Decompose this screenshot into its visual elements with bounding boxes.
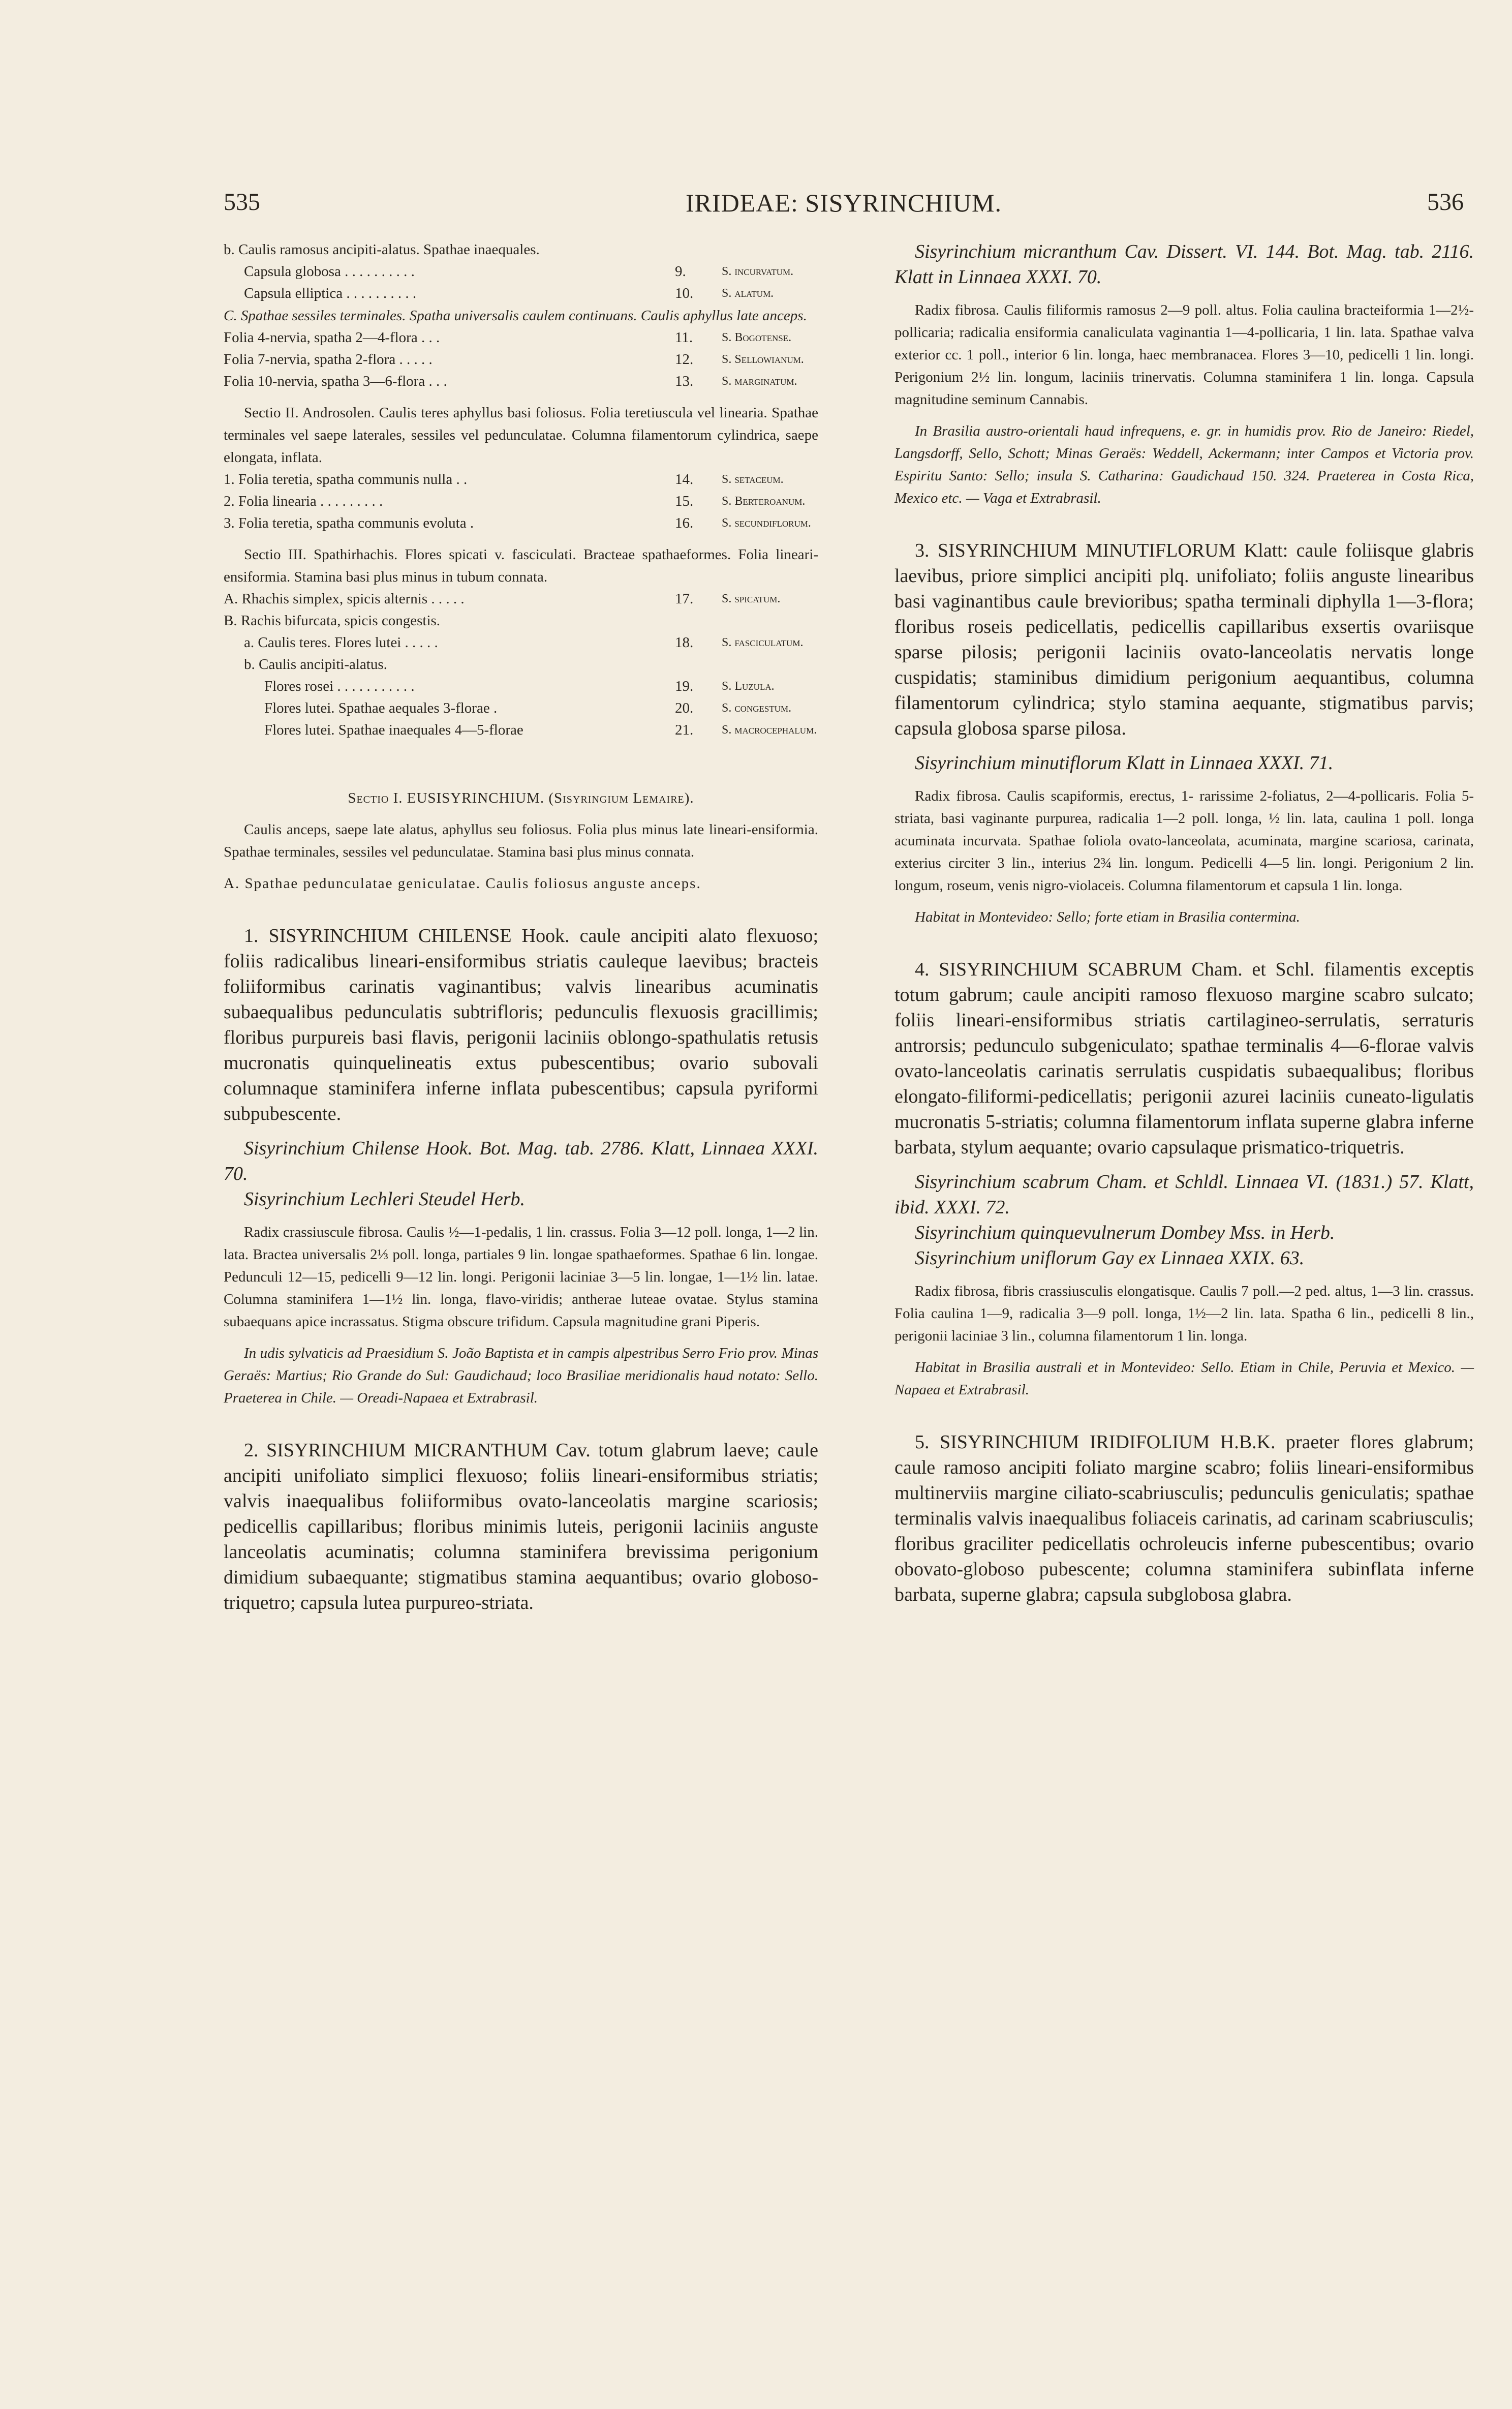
species-1-synonym: Sisyrinchium Chilense Hook. Bot. Mag. tab. 2786. Klatt, Linnaea XXXI. 70. [224, 1138, 818, 1184]
page-number-right: 536 [1427, 189, 1464, 216]
species-2-diagnosis: 2. SISYRINCHIUM MICRANTHUM Cav. totum glabrum laeve; caule ancipiti unifoliato simplici flexuoso; foliis lineari-ensiformibus striatis; valvis inaequalibus foliiformibus ovato-lanceolatis margine scariosis; pedicellis capillaribus; floribus minimis luteis, perigonii laciniis anguste lanceolatis acuminatis; columna staminifera brevissima perigonium dimidium subaequante; stigmatibus stamina aequantibus; ovario globoso-triquetro; capsula lutea purpureo-striata. [224, 1440, 818, 1613]
sectio-i-description: Caulis anceps, saepe late alatus, aphyllus seu foliosus. Folia plus minus late lineari-ensiformia. Spathae terminales, sessiles vel pedunculatae. Stamina basi plus minus connata. [224, 821, 818, 860]
species-2-synonym: Sisyrinchium micranthum Cav. Dissert. VI. 144. Bot. Mag. tab. 2116. Klatt in Linnaea XXXI. 70. [894, 241, 1474, 288]
species-3-habitat: Habitat in Montevideo: Sello; forte etiam in Brasilia contermina. [915, 909, 1300, 925]
left-column [224, 239, 818, 1615]
key-row: b. Caulis ancipiti-alatus. [244, 656, 387, 673]
species-4-diagnosis: 4. SISYRINCHIUM SCABRUM Cham. et Schl. filamentis exceptis totum gabrum; caule ancipiti ramoso flexuoso margine scabro sulcato; foliis lineari-ensiformibus striatis cartilagineo-serrulatis, serraturis antrorsis; pedunculo subgeniculato; spathae terminalis 4—6-florae valvis ovato-lanceolatis carinatis serrulatis cuspidatis subaequalibus; floribus elongato-filiformi-pedicellatis; perigonii azurei laciniis cuneato-ligulatis mucronatis 5-striatis; columna filamentorum inflata superne glabra inferne barbata, stylum aequante; ovario capsulaque prismatico-triquetris. [894, 959, 1474, 1158]
key-row: A. Rhachis simplex, spicis alternis . . . . . 17. S. spicatum. [224, 591, 781, 607]
species-1-diagnosis: 1. SISYRINCHIUM CHILENSE Hook. caule ancipiti alato flexuoso; foliis radicalibus lineari-ensiformibus striatis cauleque laevibus; bracteis foliiformibus carinatis vaginantibus; valvis linearibus acuminatis subaequalibus pedunculatis subtrifloris; pedunculis flexuosis gracillimis; floribus purpureis basi flavis, perigonii laciniis oblongo-spathulatis retusis mucronatis quinquelineatis extus pubescentibus; ovario subovali columnaque staminifera inferne inflata pubescentibus; capsula pyriformi subpubescente. [224, 925, 818, 1124]
species-1-habitat: In udis sylvaticis ad Praesidium S. João Baptista et in campis alpestribus Serro Frio prov. Minas Geraës: Martius; Rio Grande do Sul: Gaudichaud; loco Brasiliae meridionalis haud notato: Sello. Praeterea in Chile. — Oreadi-Napaea et Extrabrasil. [224, 1345, 818, 1406]
key-row: 1. Folia teretia, spatha communis nulla . . 14. S. setaceum. [224, 471, 784, 487]
key-row: b. Caulis ramosus ancipiti-alatus. Spathae inaequales. [224, 241, 540, 258]
species-4-synonym: Sisyrinchium quinquevulnerum Dombey Mss. in Herb. [915, 1222, 1335, 1243]
species-4-synonym: Sisyrinchium scabrum Cham. et Schldl. Linnaea VI. (1831.) 57. Klatt, ibid. XXXI. 72. [894, 1171, 1474, 1218]
species-1-synonym: Sisyrinchium Lechleri Steudel Herb. [244, 1188, 526, 1210]
species-3-diagnosis: 3. SISYRINCHIUM MINUTIFLORUM Klatt: caule foliisque glabris laevibus, priore simplici ancipiti plq. unifoliato; foliis anguste linearibus basi vaginantibus caule brevioribus; spatha terminali diphylla 1—3-flora; floribus roseis pedicellatis, pedicellis capillaribus exsertis ovariisque sparse pilosis; perigonii laciniis ovato-lanceolatis nervatis longe cuspidatis; staminibus dimidium perigonium aequantibus, columna filamentorum cylindrica; stylo stamina aequante, stigmatibus parvis; capsula globosa sparse pilosa. [894, 540, 1474, 739]
key-row: Flores lutei. Spathae aequales 3-florae . 20. S. congestum. [264, 700, 792, 716]
key-row: a. Caulis teres. Flores lutei . . . . . 18. S. fasciculatum. [244, 634, 804, 651]
species-4-habitat: Habitat in Brasilia australi et in Montevideo: Sello. Etiam in Chile, Peruvia et Mexico. — Napaea et Extrabrasil. [894, 1359, 1474, 1398]
species-3-synonym: Sisyrinchium minutiflorum Klatt in Linnaea XXXI. 71. [915, 752, 1334, 774]
key-row: Folia 4-nervia, spatha 2—4-flora . . . 11. S. Bogotense. [224, 329, 792, 346]
key-row: Folia 10-nervia, spatha 3—6-flora . . . 13. S. marginatum. [224, 373, 797, 389]
species-3-description: Radix fibrosa. Caulis scapiformis, erectus, 1- rarissime 2-foliatus, 2—4-pollicaris. Folia 5-striata, basi vaginante purpurea, radicalia 1—2 poll. longa, ½ lin. lata, caulina 1 poll. longa acuminata incurvata. Spathae foliola ovato-lanceolata, acuminata, margine scariosa, carinata, exterius circiter 3 lin., interius 2¾ lin. longum. Pedicelli 4—5 lin. longi. Perigonium 2 lin. longum, roseum, venis nigro-violaceis. Columna filamentorum et capsula 1 lin. longa. [894, 788, 1474, 894]
species-1-description: Radix crassiuscule fibrosa. Caulis ½—1-pedalis, 1 lin. crassus. Folia 3—12 poll. longa, 1—2 lin. lata. Bractea universalis 2⅓ poll. longa, partiales 9 lin. longae spathaeformes. Spathae 6 lin. longae. Pedunculi 12—15, pedicelli 9—12 lin. longi. Perigonii laciniae 3—5 lin. longae, 1—1½ lin. latae. Columna staminifera 1—1½ lin. longa, flavo-viridis; antherae luteae ovatae. Stylus stamina subaequans apice incrassatus. Stigma obscure trifidum. Capsula magnitudine grani Piperis. [224, 1224, 818, 1330]
page-number-left: 535 [224, 189, 260, 216]
key-row: Folia 7-nervia, spatha 2-flora . . . . . 12. S. Sellowianum. [224, 351, 804, 368]
sectio-iii-description: Sectio III. Spathirhachis. Flores spicati v. fasciculati. Bracteae spathaeformes. Folia lineari-ensiformia. Stamina basi plus minus in tubum connata. [224, 546, 818, 585]
species-5-diagnosis: 5. SISYRINCHIUM IRIDIFOLIUM H.B.K. praeter flores glabrum; caule ramoso ancipiti foliato margine scabro; foliis lineari-ensiformibus multinerviis margine ciliato-scabriusculis; pedunculis geniculatis; spathae terminalis valvis inaequalibus foliaceis carinatis, ad carinam scabriusculis; floribus graciliter pedicellatis ochroleucis inferne pubescentibus; ovario obovato-globoso pubescente; columna staminifera subinflata inferne barbata, superne glabra; capsula subglobosa glabra. [894, 1431, 1474, 1605]
key-row: 2. Folia linearia . . . . . . . . . 15. S. Berteroanum. [224, 493, 806, 509]
species-4-synonym: Sisyrinchium uniflorum Gay ex Linnaea XXIX. 63. [915, 1247, 1305, 1269]
key-row: Flores lutei. Spathae inaequales 4—5-florae 21. S. macrocephalum. [264, 722, 817, 738]
page-header [224, 188, 1464, 224]
subsection-a-heading: A. Spathae pedunculatae geniculatae. Caulis foliosus anguste anceps. [224, 875, 701, 892]
right-column [894, 239, 1474, 1607]
key-row: Capsula elliptica . . . . . . . . . . 10. S. alatum. [244, 285, 774, 301]
species-4-description: Radix fibrosa, fibris crassiusculis elongatisque. Caulis 7 poll.—2 ped. altus, 1—3 lin. crassus. Folia caulina 1—9, radicalia 3—9 poll. longa, 1½—2 lin. lata. Spatha 6 lin., pedicelli 8 lin., perigonii laciniae 3 lin., columna filamentorum 1 lin. longa. [894, 1283, 1474, 1344]
running-title: IRIDEAE: SISYRINCHIUM. [686, 189, 1002, 217]
key-row: Capsula globosa . . . . . . . . . . 9. S. incurvatum. [244, 263, 794, 280]
sectio-ii-description: Sectio II. Androsolen. Caulis teres aphyllus basi foliosus. Folia teretiuscula vel linearia. Spathae terminales vel saepe laterales, sessiles vel pedunculatae. Columna filamentorum cylindrica, saepe elongata, inflata. [224, 405, 818, 466]
key-section-c-heading: C. Spathae sessiles terminales. Spatha universalis caulem continuans. Caulis aphyllus late anceps. [224, 308, 807, 324]
species-2-habitat: In Brasilia austro-orientali haud infrequens, e. gr. in humidis prov. Rio de Janeiro: Riedel, Langsdorff, Sello, Schott; Minas Geraës: Weddell, Ackermann; inter Campos et Victoria prov. Espiritu Santo: Sello; insula S. Catharina: Gaudichaud 150. 324. Praeterea in Costa Rica, Mexico etc. — Vaga et Extrabrasil. [894, 423, 1474, 506]
sectio-i-title: Sectio I. EUSISYRINCHIUM. (Sisyringium Lemaire). [348, 790, 694, 806]
key-row: 3. Folia teretia, spatha communis evoluta . 16. S. secundiflorum. [224, 515, 811, 531]
key-row: Flores rosei . . . . . . . . . . . 19. S. Luzula. [264, 678, 775, 694]
species-2-description: Radix fibrosa. Caulis filiformis ramosus 2—9 poll. altus. Folia caulina bracteiformia 1—2½-pollicaria; radicalia ensiformia canaliculata vaginantia 1—4-pollicaria, 1 lin. lata. Spathae valva exterior cc. 1 poll., interior 6 lin. longa, haec membranacea. Flores 3—10, pedicelli 1 lin. longi. Perigonium 2½ lin. longum, laciniis trinervatis. Columna staminifera 1 lin. longa. Capsula magnitudine seminum Cannabis. [894, 302, 1474, 408]
key-row: B. Rachis bifurcata, spicis congestis. [224, 613, 441, 629]
